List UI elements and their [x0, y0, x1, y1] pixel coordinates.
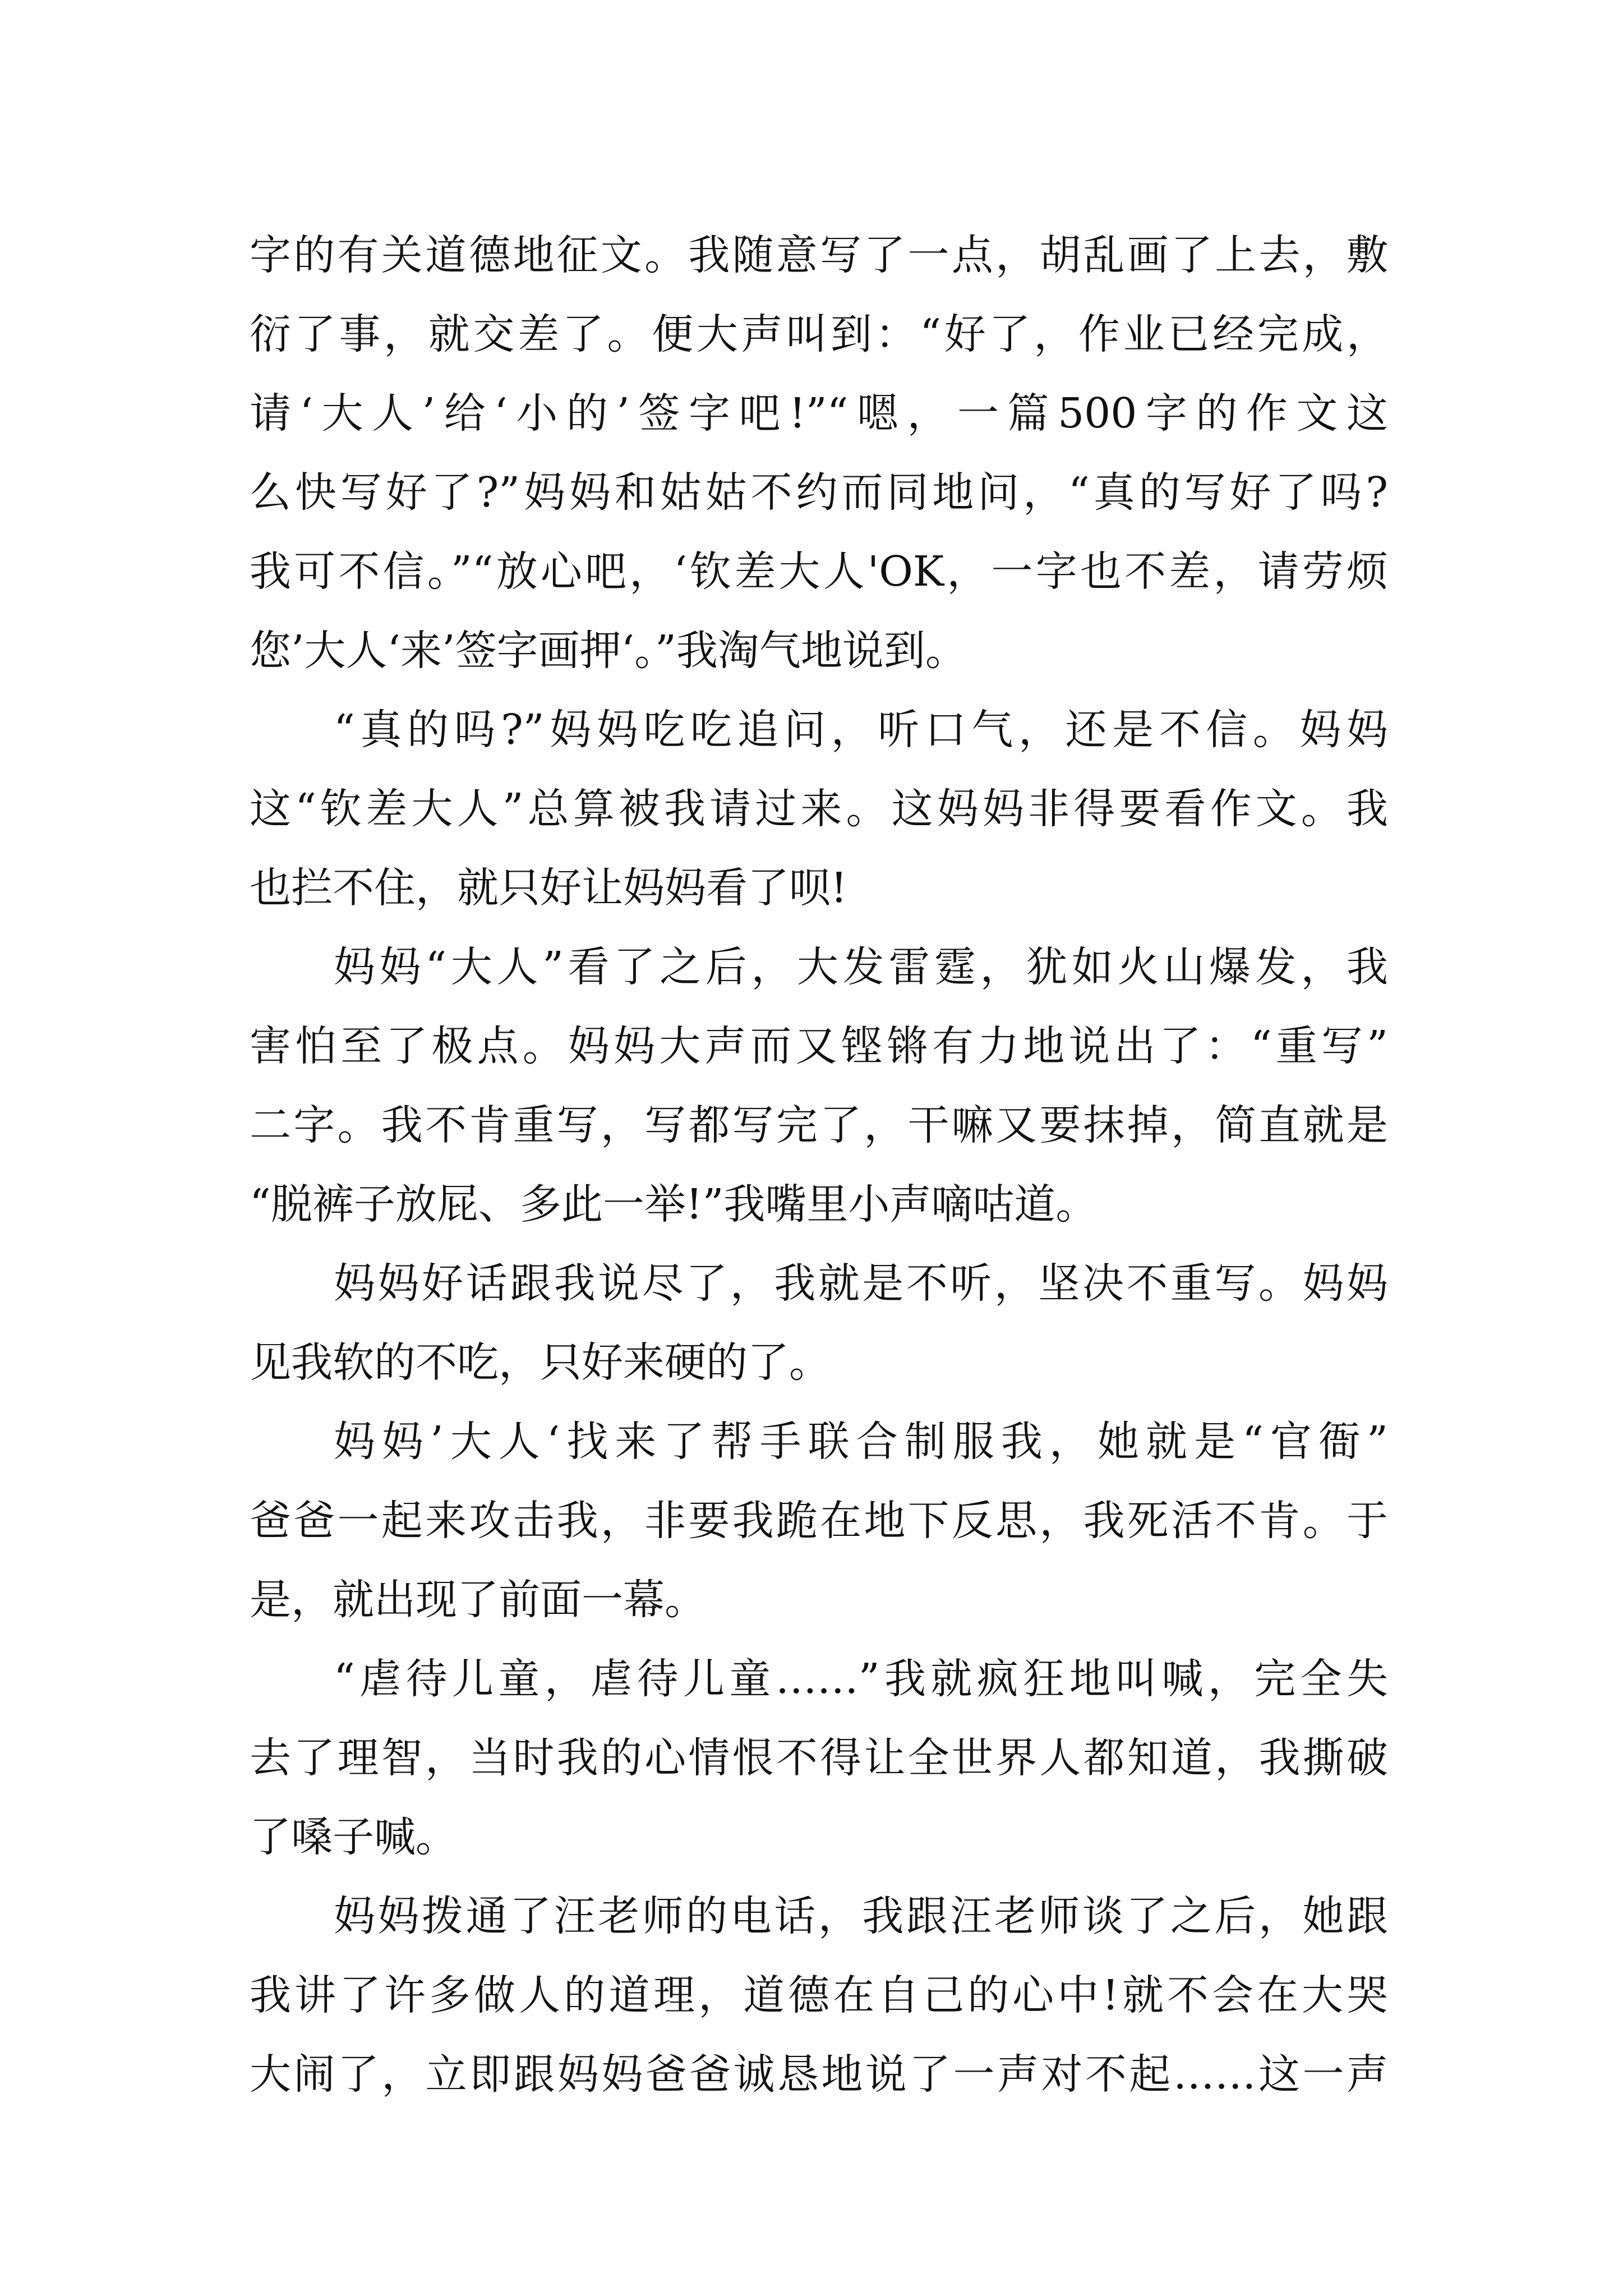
text-line: 爸爸一起来攻击我，非要我跪在地下反思，我死活不肯。于: [250, 1497, 1388, 1545]
text-line: “脱裤子放屁、多此一举!”我嘴里小声嘀咕道。: [250, 1180, 1098, 1228]
text-line: 是，就出现了前面一幕。: [250, 1576, 706, 1624]
text-line: 去了理智，当时我的心情恨不得让全世界人都知道，我撕破: [250, 1734, 1388, 1782]
paragraph-3: [250, 928, 1388, 1244]
text-line: 这“钦差大人”总算被我请过来。这妈妈非得要看作文。我: [250, 785, 1388, 833]
text-line: 妈妈“大人”看了之后，大发雷霆，犹如火山爆发，我: [334, 943, 1388, 991]
paragraph-5: [250, 1402, 1388, 1640]
text-line: 么快写好了?”妈妈和姑姑不约而同地问，“真的写好了吗?: [250, 468, 1388, 517]
text-line: 也拦不住，就只好让妈妈看了呗!: [250, 864, 847, 912]
paragraph-1: [250, 216, 1388, 691]
text-line: 我讲了许多做人的道理，道德在自己的心中!就不会在大哭: [250, 1971, 1388, 2019]
text-line: 请‘大人’给‘小的’签字吧!”“嗯，一篇500字的作文这: [250, 389, 1388, 438]
text-line: 害怕至了极点。妈妈大声而又铿锵有力地说出了：“重写”: [250, 1022, 1388, 1070]
paragraph-2: [250, 691, 1388, 928]
text-line: 妈妈’大人‘找来了帮手联合制服我，她就是“官衙”: [334, 1418, 1388, 1466]
text-line: 见我软的不吃，只好来硬的了。: [250, 1338, 831, 1387]
text-line: 字的有关道德地征文。我随意写了一点，胡乱画了上去，敷: [250, 231, 1388, 279]
text-line: 妈妈拨通了汪老师的电话，我跟汪老师谈了之后，她跟: [334, 1892, 1388, 1940]
text-line: 了嗓子喊。: [250, 1813, 457, 1861]
text-line: “真的吗?”妈妈吃吃追问，听口气，还是不信。妈妈: [334, 706, 1388, 754]
text-line: 二字。我不肯重写，写都写完了，干嘛又要抹掉，简直就是: [250, 1101, 1388, 1149]
paragraph-4: [250, 1244, 1388, 1402]
text-line: 我可不信。”“放心吧，‘钦差大人'OK，一字也不差，请劳烦: [250, 547, 1388, 596]
paragraph-7: [250, 1877, 1388, 2114]
text-line: 您’大人‘来’签字画押‘。”我淘气地说到。: [250, 627, 967, 675]
text-line: 衍了事，就交差了。便大声叫到：“好了，作业已经完成，: [250, 310, 1388, 358]
text-line: 妈妈好话跟我说尽了，我就是不听，坚决不重写。妈妈: [334, 1259, 1388, 1308]
text-line: “虐待儿童，虐待儿童……”我就疯狂地叫喊，完全失: [334, 1655, 1388, 1703]
text-line: 大闹了，立即跟妈妈爸爸诚恳地说了一声对不起……这一声: [250, 2050, 1388, 2099]
document-body: [250, 216, 1388, 2114]
paragraph-6: [250, 1640, 1388, 1877]
